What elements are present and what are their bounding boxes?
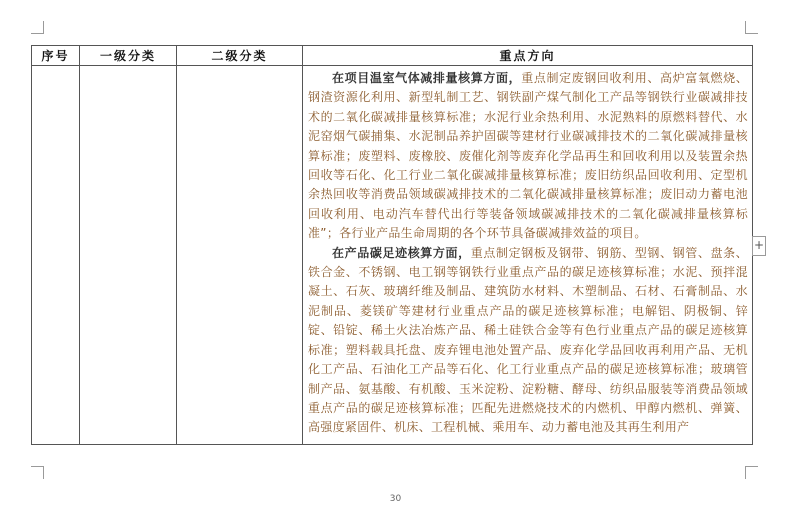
cell-serial-no [32, 66, 80, 445]
page-number: 30 [389, 494, 402, 504]
crop-mark-top-left-v [43, 21, 44, 34]
paragraph-project-emission-reduction [308, 69, 748, 244]
paragraph-lead: 在项目温室气体减排量核算方面， [332, 71, 522, 85]
header-level1-category: 一级分类 [80, 46, 177, 66]
header-level2-category: 二级分类 [177, 46, 303, 66]
crop-mark-top-right-v [745, 21, 746, 34]
cell-level1-category [80, 66, 177, 445]
paragraph-product-carbon-footprint [308, 244, 748, 438]
crop-mark-top-right-h [745, 33, 758, 34]
key-direction-text [303, 66, 752, 438]
paragraph-lead: 在产品碳足迹核算方面， [332, 245, 471, 260]
cell-key-direction[interactable] [303, 66, 753, 445]
crop-mark-bottom-right-v [745, 466, 746, 479]
header-serial-no: 序号 [32, 46, 80, 66]
table-row [32, 66, 753, 445]
header-key-direction: 重点方向 [303, 46, 753, 66]
cell-level2-category [177, 66, 303, 445]
paragraph-body: 重点制定废钢回收利用、高炉富氧燃烧、钢渣资源化利用、新型轧制工艺、钢铁副产煤气制化工产品等钢铁行业碳减排技术的二氧化碳减排量核算标准；水泥行业余热利用、水泥熟料的原燃料替代、水泥窑烟气碳捕集、水泥制品养护固碳等建材行业碳减排技术的二氧化碳减排量核算标准；废塑料、废橡胶、废催化剂等废弃化学品再生和回收利用以及装置余热回收等石化、化工行业二氧化碳减排量核算标准；废旧纺织品回收利用、定型机余热回收等消费品领域碳减排技术的二氧化碳减排量核算标准；废旧动力蓄电池回收利用、电动汽车替代出行等装备领域碳减排技术的二氧化碳减排量核算标准”；各行业产品生命周期的各个环节具备碳减排效益的项目。 [308, 71, 748, 241]
crop-mark-bottom-right-h [745, 466, 758, 467]
paragraph-body: 重点制定钢板及钢带、钢筋、型钢、钢管、盘条、铁合金、不锈钢、电工钢等钢铁行业重点产品的碳足迹核算标准；水泥、预拌混凝土、石灰、玻璃纤维及制品、建筑防水材料、木塑制品、石材、石膏制品、水泥制品、菱镁矿等建材行业重点产品的碳足迹核算标准；电解铝、阴极铜、锌锭、铅锭、稀土火法冶炼产品、稀土硅铁合金等有色行业重点产品的碳足迹核算标准；塑料载具托盘、废弃锂电池处置产品、废弃化学品回收再利用产品、无机化工产品、石油化工产品等石化、化工行业重点产品的碳足迹核算标准；玻璃管制产品、氨基酸、有机酸、玉米淀粉、淀粉糖、酵母、纺织品服装等消费品领域重点产品的碳足迹核算标准；匹配先进燃烧技术的内燃机、甲醇内燃机、弹簧、高强度紧固件、机床、工程机械、乘用车、动力蓄电池及其再生利用产 [308, 245, 748, 435]
expand-button[interactable]: + [752, 236, 766, 256]
standards-table [31, 45, 753, 445]
table-header-row [32, 46, 753, 66]
crop-mark-bottom-left-v [43, 466, 44, 479]
